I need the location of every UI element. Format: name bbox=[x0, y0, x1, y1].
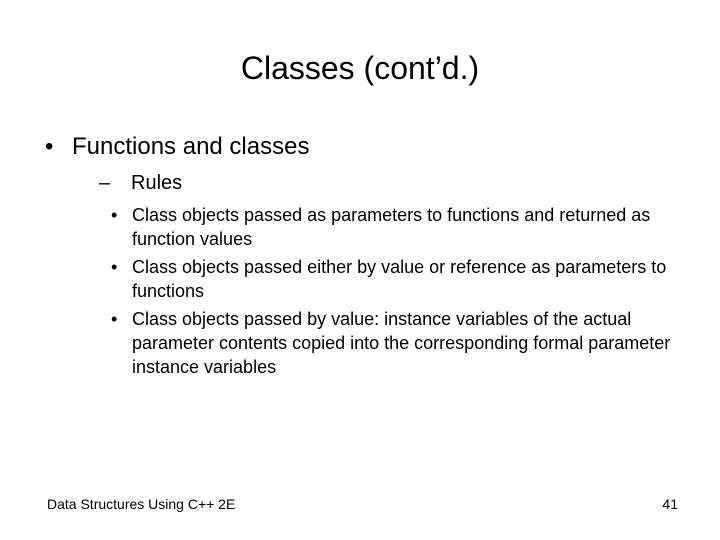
sub-bullet-rules bbox=[99, 170, 182, 196]
footer-page-number: 41 bbox=[662, 496, 678, 512]
dash-marker: – bbox=[99, 172, 111, 194]
rule-item bbox=[111, 255, 691, 303]
rule-text: Class objects passed either by value or reference as parameters to functions bbox=[132, 257, 667, 301]
bullet-marker: • bbox=[111, 205, 118, 225]
rules-list bbox=[111, 203, 691, 383]
bullet-marker: • bbox=[45, 133, 54, 160]
slide-title: Classes (cont’d.) bbox=[240, 50, 480, 86]
rule-text: Class objects passed by value: instance variables of the actual parameter contents copied into the corresponding formal parameter instance variables bbox=[132, 309, 671, 377]
bullet-marker: • bbox=[111, 257, 118, 277]
rule-text: Class objects passed as parameters to functions and returned as function values bbox=[132, 205, 651, 249]
bullet-text: Functions and classes bbox=[72, 133, 310, 160]
bullet-marker: • bbox=[111, 309, 118, 329]
rule-item bbox=[111, 307, 691, 379]
sub-bullet-text: Rules bbox=[131, 172, 183, 194]
rule-item bbox=[111, 203, 691, 251]
footer-book-title: Data Structures Using C++ 2E bbox=[47, 496, 236, 512]
bullet-functions-and-classes bbox=[45, 132, 309, 162]
